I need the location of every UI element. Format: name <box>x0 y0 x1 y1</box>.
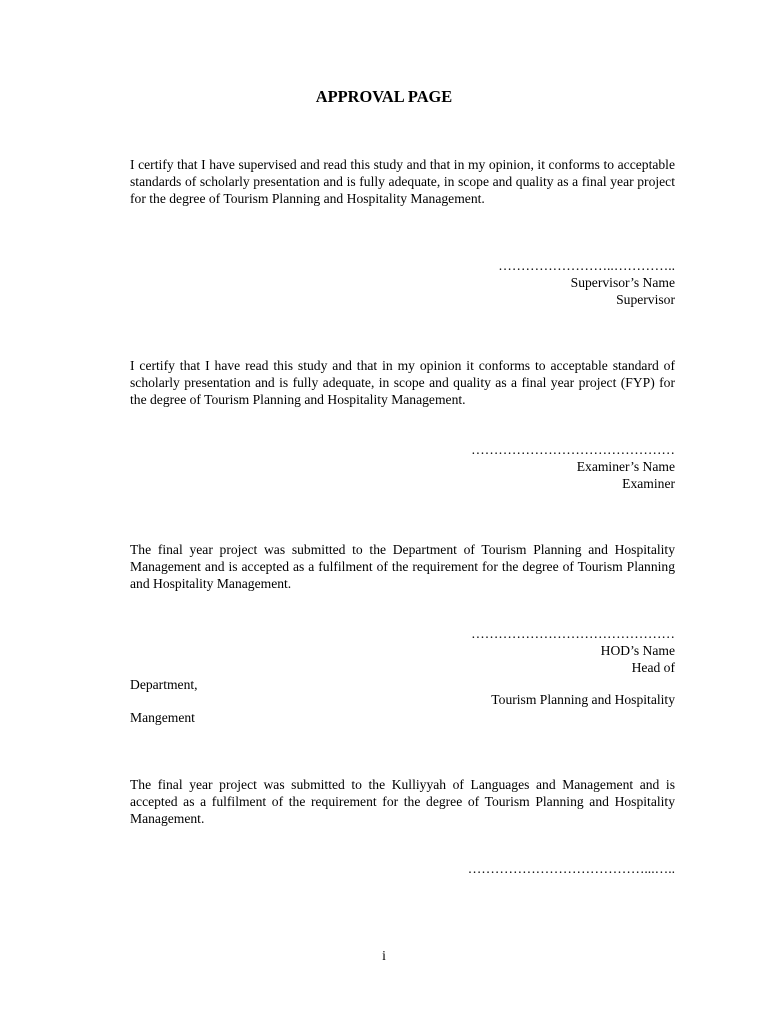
kulliyyah-signature-block <box>468 860 675 877</box>
kulliyyah-certification-paragraph: The final year project was submitted to the Kulliyyah of Languages and Management and is accepted as a fulfilment of the requirement for the degree of Tourism Planning and Hospitality Management. <box>130 777 675 827</box>
examiner-name: Examiner’s Name <box>576 459 675 475</box>
signature-line: …………………………………...….. <box>467 861 675 876</box>
hod-role-department: Department, <box>130 677 198 692</box>
page-title: APPROVAL PAGE <box>315 87 453 106</box>
hod-certification-paragraph: The final year project was submitted to the Department of Tourism Planning and Hospitality Management and is accepted as a fulfilment of the requirement for the degree of Tourism Planning and Hospitality Management. <box>130 542 675 592</box>
supervisor-name: Supervisor’s Name <box>570 275 675 291</box>
supervisor-role: Supervisor <box>616 292 675 308</box>
hod-role-program: Tourism Planning and Hospitality <box>491 692 675 707</box>
hod-signature-block <box>471 625 675 677</box>
signature-line: ……………………………………… <box>471 442 675 457</box>
supervisor-certification-paragraph: I certify that I have supervised and read this study and that in my opinion, it conforms to acceptable standards of scholarly presentation and is fully adequate, in scope and quality as a final year project for the degree of Tourism Planning and Hospitality Management. <box>130 157 675 207</box>
hod-role-management: Mangement <box>130 710 195 725</box>
supervisor-signature-block <box>498 257 675 309</box>
examiner-role: Examiner <box>622 476 675 492</box>
signature-line: ……………………..………….. <box>498 258 675 273</box>
signature-line: ……………………………………… <box>471 626 675 641</box>
page-number: i <box>382 948 386 963</box>
examiner-certification-paragraph: I certify that I have read this study and that in my opinion it conforms to acceptable standard of scholarly presentation and is fully adequate, in scope and quality as a final year project (FYP) for the degree of Tourism Planning and Hospitality Management. <box>130 358 675 408</box>
hod-role-line: Head of <box>631 660 675 676</box>
examiner-signature-block <box>471 441 675 493</box>
hod-name: HOD’s Name <box>600 643 675 659</box>
